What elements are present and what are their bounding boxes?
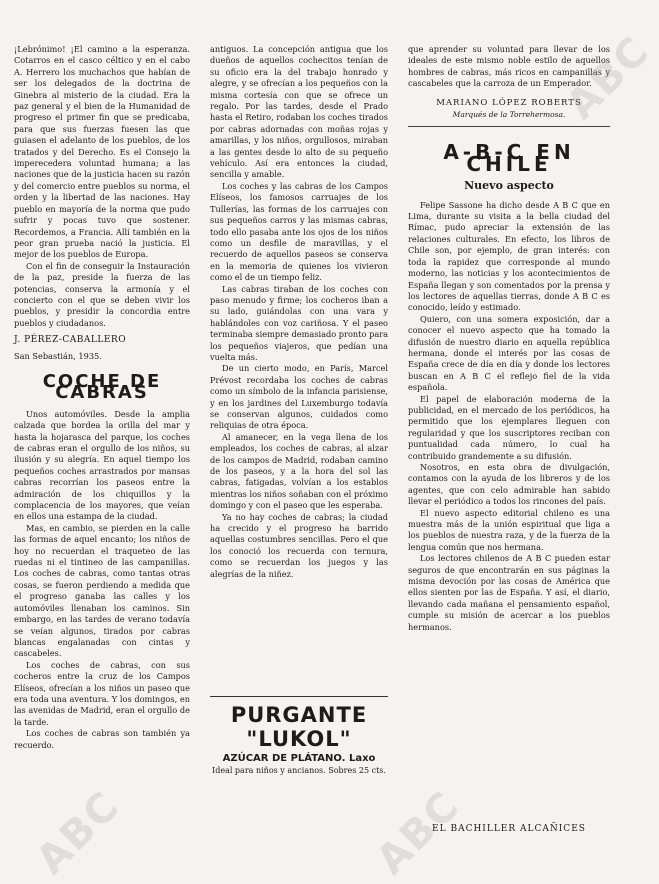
headline-coche-de-cabras: COCHE DE CABRAS (42, 370, 162, 404)
divider (408, 126, 610, 127)
ad-brand: PURGANTE "LUKOL" (230, 703, 368, 751)
place-date: San Sebastián, 1935. (14, 350, 102, 361)
signature-title: Marqués de la Torrehermosa. (452, 110, 566, 120)
article-paragraph: Las cabras tiraban de los coches con paso menudo y firme; los cocheros iban a su lado, guiándolas con una vara y hablándoles con voz cariñosa. Y el paseo terminaba siempre demasiado pronto para los pequeños viajeros, que pedían una vuelta más. (210, 283, 388, 362)
column-1 (14, 44, 190, 864)
watermark: ABC (27, 782, 129, 884)
article-paragraph: Unos automóviles. Desde la amplia calzada que bordea la orilla del mar y hasta la hojarasca del parque, los coches de cabras eran el orgullo de los niños, su ilusión y su alegría. En aquel tiempo los pequeños coches arrastrados por mansas cabras recorrían los paseos entre la admiración de los chiquillos y la complacencia de los mayores, que veían en ellos una estampa de la ciudad. (14, 408, 190, 522)
ad-product: AZÚCAR DE PLÁTANO. Laxo (222, 753, 376, 764)
article-paragraph: Ya no hay coches de cabras; la ciudad ha crecido y el progreso ha barrido aquellas costumbres sencillas. Pero el que los conoció los recuerda con ternura, como se recuerdan los juegos y las alegrías de la niñez. (210, 511, 388, 579)
article-paragraph: Quiero, con una somera exposición, dar a conocer el nuevo aspecto que ha tomado la difusión de nuestro diario en aquella república hermana, donde el interés por las cosas de España crece de día en día y donde los lectores buscan en A B C el reflejo fiel de la vida española. (408, 313, 610, 393)
watermark: ABC (367, 782, 469, 884)
subheadline: Nuevo aspecto (464, 179, 554, 193)
article-paragraph: De un cierto modo, en París, Marcel Prévost recordaba los coches de cabras como un símbolo de la infancia parisiense, y en los jardines del Luxemburgo todavía se conservan algunos, cuidados como reliquias de otra época. (210, 363, 388, 431)
article-paragraph: Los coches y las cabras de los Campos Elíseos, los famosos carruajes de los Tullerías, las formas de los carruajes con sus pequeños carros y las mismas cabras, todo ello pasaba ante los ojos de los niños como un desfile de maravillas, y el recuerdo de aquellos paseos se conserva en la memoria de quienes los vivieron como el de un tiempo feliz. (210, 180, 388, 283)
ad-tagline: Ideal para niños y ancianos. Sobres 25 cts. (212, 766, 386, 775)
headline-abc-en-chile: A-B-C EN CHILE (443, 140, 575, 176)
watermark: ABC (557, 27, 659, 129)
article-paragraph: Con el fin de conseguir la Instauración de la paz, preside la fuerza de las potencias, conserva la armonía y el concierto con el que se deben vivir los pueblos, y presidir la concordia entre pueblos y ciudadanos. (14, 260, 190, 328)
column-2 (210, 44, 388, 688)
signature-name: MARIANO LÓPEZ ROBERTS (436, 97, 582, 108)
article-paragraph: Al amanecer, en la vega llena de los empleados, los coches de cabras, al alzar de los campos de Madrid, rodaban camino de los paseos, y a la hora del sol las cabras, fatigadas, volvían a los establos mientras los niños soñaban con el próximo domingo y con el paseo que les esperaba. (210, 431, 388, 511)
article-paragraph: Nosotros, en esta obra de divulgación, contamos con la ayuda de los libreros y de los agentes, que con celo admirable han sabido llevar el periódico a todos los rincones del país. (408, 462, 610, 507)
newspaper-page (14, 44, 610, 864)
article-paragraph: Los lectores chilenos de A B C pueden estar seguros de que encontrarán en sus páginas la misma devoción por las cosas de América que ellos sienten por las de España. Y así, el diario, llevando cada mañana el pensamiento español, cumple su misión de acercar a los pueblos hermanos. (408, 553, 610, 632)
article-paragraph: Los coches de cabras son también ya recuerdo. (14, 728, 190, 750)
advertisement-lukol (210, 696, 388, 775)
article-signature: J. PÉREZ-CABALLERO (14, 335, 127, 346)
final-signature: EL BACHILLER ALCAÑICES (432, 824, 586, 834)
article-paragraph: antiguos. La concepción antigua que los dueños de aquellos cochecitos tenían de su oficio era la del trabajo honrado y alegre, y se ofrecían a los pequeños con la misma cortesía con que se ofrece un regalo. Por las tardes, desde el Prado hasta el Retiro, rodaban los coches tirados por cabras adornadas con moñas rojas y amarillas, y los niños, orgullosos, miraban a las gentes desde lo alto de su pequeño vehículo. Así era entonces la ciudad, sencilla y amable. (210, 44, 388, 180)
article-paragraph: ¡Lebrónimo! ¡El camino a la esperanza. Cotarros en el casco céltico y en el cabo A. Herrero los muchachos que habían de ser los delegados de la doctrina de Ginebra al misterio de la ciudad. Era la paz general y el bien de la Humanidad de progreso el primer fin que se predicaba, para que sus fuerzas fuesen las que guiasen el adelanto de los pueblos, de los tratados y del Derecho. Es el Consejo la imperecedera voluntad humana; a las naciones que de la justicia hacen su razón y del comercio entre pueblos su norma, el orden y la libertad de las naciones. Hay pueblo en mayoría de la norma que pudo sufrir y pocas tuvo que sostener. Recordemos, a Francia. Allí también en la peor gran prueba nació la justicia. El mejor de los pueblos de Europa. (14, 44, 190, 260)
article-paragraph: Mas, en cambio, se pierden en la calle las formas de aquel encanto; los niños de hoy no recuerdan el traqueteo de las ruedas ni el tintineo de las campanillas. Los coches de cabras, como tantas otras cosas, se fueron perdiendo a medida que el progreso ganaba las calles y los automóviles llenaban los caminos. Sin embargo, en las tardes de verano todavía se veían algunos, tirados por cabras blancas engalanadas con cintas y cascabeles. (14, 522, 190, 659)
article-paragraph: El papel de elaboración moderna de la publicidad, en el mercado de los periódicos, ha permitido que los ejemplares lleguen con regularidad y que los suscriptores reciban con puntualidad cada número, lo cual ha contribuido grandemente a su difusión. (408, 393, 610, 461)
article-paragraph: Felipe Sassone ha dicho desde A B C que en Lima, durante su visita a la bella ciudad del Rímac, pudo apreciar la extensión de las relaciones culturales. En efecto, los libros de Chile son, por ejemplo, de gran interés: con toda la rapidez que corresponde al mundo moderno, las noticias y los acontecimientos de España llegan y son comentados por la prensa y los lectores de aquellas tierras, donde A B C es conocido, leído y estimado. (408, 199, 610, 313)
column-3 (408, 44, 610, 814)
article-paragraph: El nuevo aspecto editorial chileno es una muestra más de la unión espiritual que liga a los pueblos de nuestra raza, y de la fuerza de la lengua común que nos hermana. (408, 507, 610, 552)
article-paragraph: Los coches de cabras, con sus cocheros entre la cruz de los Campos Elíseos, ofrecían a los niños un paseo que era toda una aventura. Y los domingos, en las avenidas de Madrid, eran el orgullo de la tarde. (14, 659, 190, 727)
article-paragraph: que aprender su voluntad para llevar de los ideales de este mismo noble estilo de aquellos hombres de cabras, más ricos en campanillas y cascabeles que la carroza de un Emperador. (408, 44, 610, 89)
